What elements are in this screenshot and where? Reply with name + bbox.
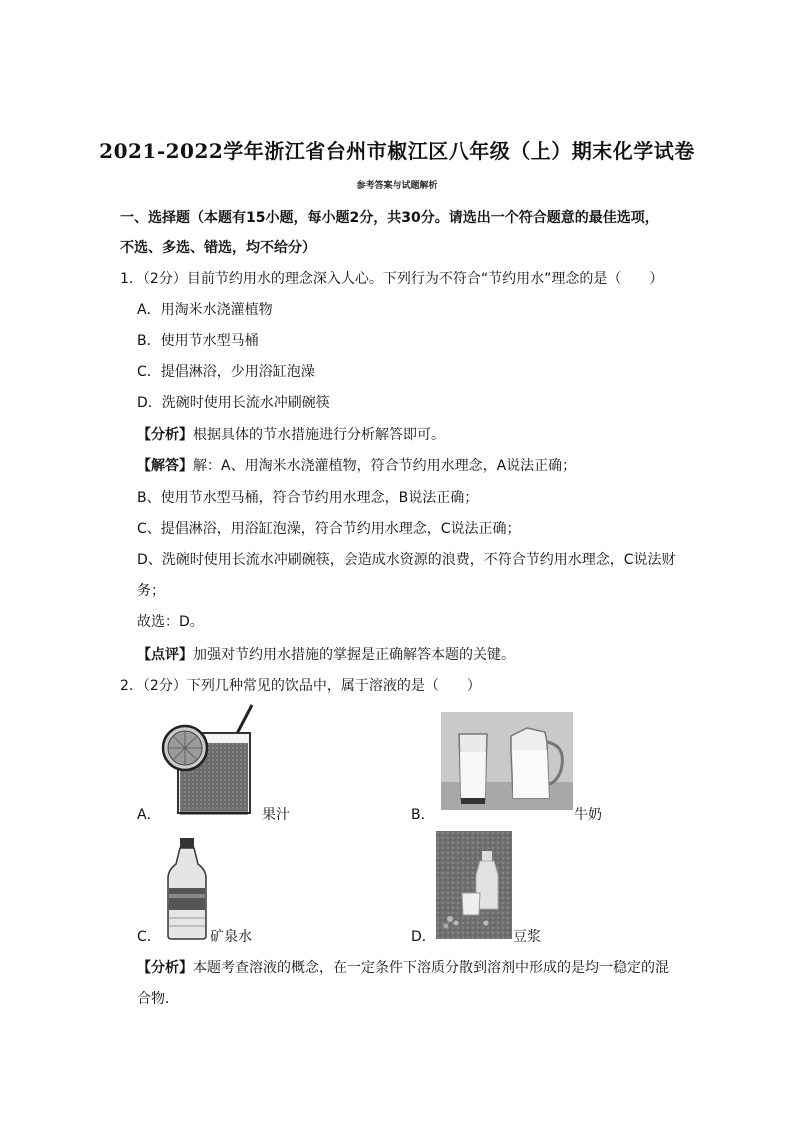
q2-option-b-label: 牛奶 [574,807,602,823]
comment-tag: 【点评】 [137,647,193,663]
answer-text-2: B、使用节水型马桶，符合节约用水理念，B说法正确； [137,490,479,506]
analysis-tag: 【分析】 [137,427,193,443]
q1-answer [137,456,576,476]
q2-option-d-label: 豆浆 [513,929,541,945]
milk-image [441,712,573,814]
soymilk-image [436,831,512,943]
q2-option-d-letter: D． [411,929,436,945]
juice-image [160,703,260,819]
q1-option-a: A．用淘米水浇灌植物 [137,302,273,318]
q2-option-c-label: 矿泉水 [210,929,252,945]
q2-option-a-letter: A． [137,807,161,823]
q2-analysis-text-2: 合物． [137,991,179,1007]
water-bottle-image [166,838,208,944]
q1-option-c: C．提倡淋浴，少用浴缸泡澡 [137,364,315,380]
q1-comment [137,645,515,665]
answer-text-3: C、提倡淋浴，用浴缸泡澡，符合节约用水理念，C说法正确； [137,521,521,537]
answer-tag: 【解答】 [137,458,193,474]
answer-text-4: D、洗碗时使用长流水冲刷碗筷，会造成水资源的浪费，不符合节约用水理念，C说法财 [137,552,676,568]
comment-text: 加强对节约用水措施的掌握是正确解答本题的关键。 [193,647,515,663]
section-heading-line2: 不选、多选、错选，均不给分） [120,240,316,256]
q2-option-a-label: 果汁 [262,807,290,823]
q2-analysis-tag: 【分析】 [137,960,193,976]
q1-stem: 1．（2分）目前节约用水的理念深入人心。下列行为不符合“节约用水”理念的是（ ） [120,271,664,287]
analysis-text: 根据具体的节水措施进行分析解答即可。 [193,427,445,443]
page-subtitle: 参考答案与试题解析 [356,181,438,191]
q2-option-c-letter: C． [137,929,161,945]
page-title: 2021-2022学年浙江省台州市椒江区八年级（上）期末化学试卷 [99,139,695,163]
answer-text-6: 故选：D。 [137,614,204,630]
q1-option-d: D．洗碗时使用长流水冲刷碗筷 [137,395,330,411]
q2-analysis-text-1: 本题考查溶液的概念，在一定条件下溶质分散到溶剂中形成的是均一稳定的混 [193,960,669,976]
q2-option-b-letter: B． [411,807,435,823]
q1-option-b: B．使用节水型马桶 [137,333,259,349]
answer-text-5: 务； [137,583,165,599]
section-heading-line1: 一、选择题（本题有15小题，每小题2分，共30分。请选出一个符合题意的最佳选项， [120,210,659,226]
q1-analysis [137,425,445,445]
q2-stem: 2．（2分）下列几种常见的饮品中，属于溶液的是（ ） [120,678,481,694]
answer-text-1: 解：A、用淘米水浇灌植物，符合节约用水理念，A说法正确； [193,458,577,474]
q2-analysis [137,958,669,978]
